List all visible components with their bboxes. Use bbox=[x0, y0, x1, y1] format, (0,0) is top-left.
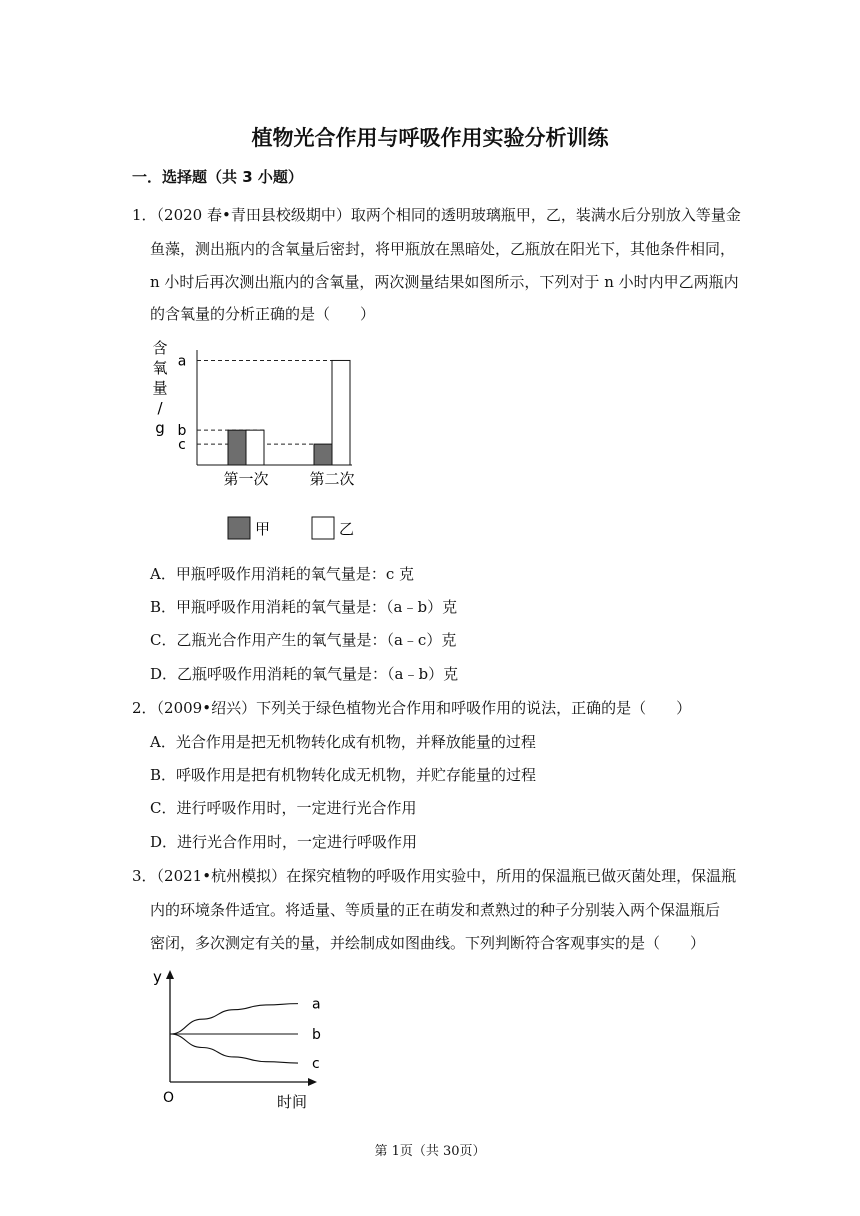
x-tick-label: 第一次 bbox=[223, 470, 269, 488]
legend-label-甲: 甲 bbox=[255, 520, 271, 538]
question-1-option-c[interactable]: C．乙瓶光合作用产生的氧气量是：（a﹣c）克 bbox=[150, 631, 457, 649]
y-axis-label-char: 量 bbox=[152, 379, 168, 397]
y-axis-label: y bbox=[153, 968, 162, 986]
y-axis-label-char: 含 bbox=[152, 339, 168, 357]
question-1-line-2: 鱼藻，测出瓶内的含氧量后密封，将甲瓶放在黑暗处，乙瓶放在阳光下，其他条件相同， bbox=[150, 240, 736, 258]
y-tick-label-c: c bbox=[178, 437, 186, 454]
x-axis-arrow bbox=[308, 1078, 317, 1086]
curve-c bbox=[170, 1034, 298, 1063]
question-2-option-b[interactable]: B．呼吸作用是把有机物转化成无机物，并贮存能量的过程 bbox=[150, 766, 537, 784]
question-3-line-3: 密闭，多次测定有关的量，并绘制成如图曲线。下列判断符合客观事实的是（ ） bbox=[150, 934, 706, 952]
oxygen-bar-chart bbox=[140, 335, 390, 550]
bar-乙-2 bbox=[332, 360, 350, 465]
question-1-option-d[interactable]: D．乙瓶呼吸作用消耗的氧气量是：（a﹣b）克 bbox=[150, 665, 459, 683]
question-1-line-4: 的含氧量的分析正确的是（ ） bbox=[150, 305, 376, 323]
question-1-line-1: 1．（2020 春•青田县校级期中）取两个相同的透明玻璃瓶甲，乙，装满水后分别放入等量金 bbox=[132, 206, 741, 224]
bar-乙-1 bbox=[246, 430, 264, 465]
question-2-option-c[interactable]: C．进行呼吸作用时，一定进行光合作用 bbox=[150, 799, 417, 817]
respiration-line-chart bbox=[145, 962, 345, 1110]
section-heading: 一．选择题（共 3 小题） bbox=[132, 168, 303, 186]
y-tick-label-b: b bbox=[177, 423, 187, 440]
question-3-line-2: 内的环境条件适宜。将适量、等质量的正在萌发和煮熟过的种子分别装入两个保温瓶后 bbox=[150, 901, 721, 919]
question-2-line-1: 2．（2009•绍兴）下列关于绿色植物光合作用和呼吸作用的说法，正确的是（ ） bbox=[132, 699, 692, 717]
y-axis-label-char: 氧 bbox=[152, 359, 168, 377]
origin-label: O bbox=[163, 1090, 175, 1106]
question-2-option-a[interactable]: A．光合作用是把无机物转化成有机物，并释放能量的过程 bbox=[150, 733, 536, 751]
question-2-option-d[interactable]: D．进行光合作用时，一定进行呼吸作用 bbox=[150, 833, 418, 851]
legend-swatch-乙 bbox=[312, 517, 334, 539]
y-axis-label-char: g bbox=[155, 419, 165, 437]
page-title: 植物光合作用与呼吸作用实验分析训练 bbox=[251, 126, 609, 150]
curve-label-a: a bbox=[312, 996, 321, 1013]
y-axis-label-char: / bbox=[157, 399, 163, 417]
curve-label-b: b bbox=[312, 1027, 321, 1043]
page-footer: 第 1页（共 30页） bbox=[374, 1144, 486, 1159]
curve-label-c: c bbox=[312, 1056, 320, 1073]
question-3-line-1: 3．（2021•杭州模拟）在探究植物的呼吸作用实验中，所用的保温瓶已做灭菌处理，保温瓶 bbox=[132, 867, 737, 885]
question-1-option-a[interactable]: A．甲瓶呼吸作用消耗的氧气量是：c 克 bbox=[150, 565, 415, 583]
question-1-line-3: n 小时后再次测出瓶内的含氧量，两次测量结果如图所示，下列对于 n 小时内甲乙两瓶内 bbox=[150, 273, 739, 291]
curve-a bbox=[170, 1004, 298, 1034]
x-axis-label: 时间 bbox=[277, 1093, 308, 1110]
legend-label-乙: 乙 bbox=[339, 520, 355, 538]
x-tick-label: 第二次 bbox=[309, 470, 355, 488]
y-axis-arrow bbox=[166, 970, 174, 979]
bar-甲-1 bbox=[228, 430, 246, 465]
question-1-option-b[interactable]: B．甲瓶呼吸作用消耗的氧气量是：（a﹣b）克 bbox=[150, 598, 458, 616]
legend-swatch-甲 bbox=[228, 517, 250, 539]
y-tick-label-a: a bbox=[177, 353, 187, 370]
bar-甲-2 bbox=[314, 444, 332, 465]
